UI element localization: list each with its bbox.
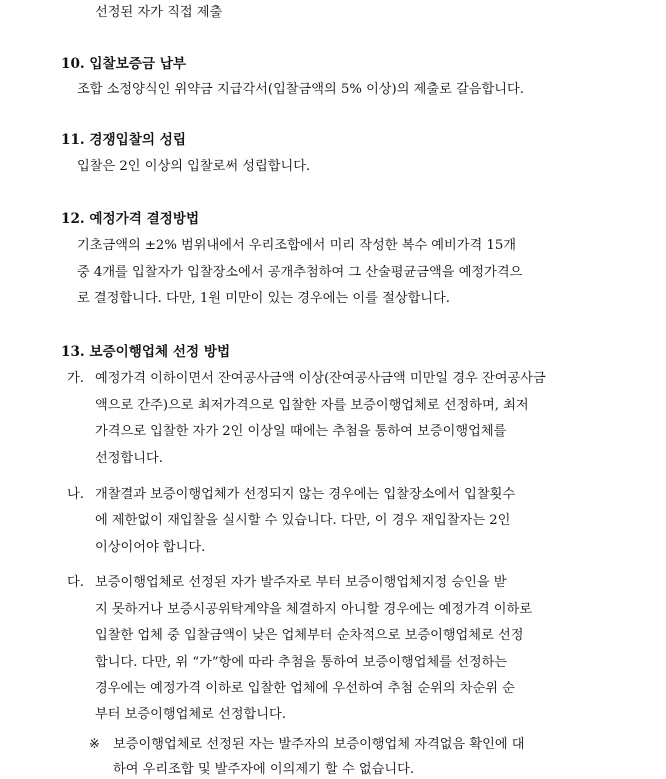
item-ga-line-2: 액으로 간주)으로 최저가격으로 입찰한 자를 보증이행업체로 선정하며, 최저: [95, 398, 529, 413]
item-ga-line-4: 선정합니다.: [95, 451, 163, 466]
item-na-line-3: 이상이어야 합니다.: [95, 540, 206, 555]
section-11-text: 입찰은 2인 이상의 입찰로써 성립합니다.: [77, 159, 311, 174]
item-ga-marker: 가.: [67, 371, 84, 386]
item-na-line-1: 개찰결과 보증이행업체가 선정되지 않는 경우에는 입찰장소에서 입찰횟수: [95, 487, 516, 502]
section-10-heading: 10. 입찰보증금 납부: [61, 56, 187, 72]
note-marker: ※: [89, 737, 101, 752]
item-na-line-2: 에 제한없이 재입찰을 실시할 수 있습니다. 다만, 이 경우 재입찰자는 2인: [95, 513, 511, 528]
item-da-line-6: 부터 보증이행업체로 선정합니다.: [95, 707, 286, 722]
continuation-line: 선정된 자가 직접 제출: [95, 5, 223, 20]
section-12-text-line-2: 중 4개를 입찰자가 입찰장소에서 공개추첨하여 그 산술평균금액을 예정가격으: [77, 265, 523, 280]
item-da-line-4: 합니다. 다만, 위 “가”항에 따라 추첨을 통하여 보증이행업체를 선정하는: [95, 655, 508, 670]
item-ga-line-1: 예정가격 이하이면서 잔여공사금액 이상(잔여공사금액 미만일 경우 잔여공사금: [95, 371, 546, 386]
section-12-heading: 12. 예정가격 결정방법: [61, 211, 200, 227]
section-11-heading: 11. 경쟁입찰의 성립: [61, 132, 187, 148]
section-12-text-line-1: 기초금액의 ±2% 범위내에서 우리조합에서 미리 작성한 복수 예비가격 15개: [77, 238, 516, 253]
item-da-marker: 다.: [67, 575, 84, 590]
note-line-1: 보증이행업체로 선정된 자는 발주자의 보증이행업체 자격없음 확인에 대: [113, 737, 525, 752]
item-da-line-3: 입찰한 업체 중 입찰금액이 낮은 업체부터 순차적으로 보증이행업체로 선정: [95, 628, 524, 643]
item-ga-line-3: 가격으로 입찰한 자가 2인 이상일 때에는 추첨을 통하여 보증이행업체를: [95, 424, 507, 439]
item-na-marker: 나.: [67, 487, 84, 502]
section-10-text: 조합 소정양식인 위약금 지급각서(입찰금액의 5% 이상)의 제출로 갈음합니다.: [77, 82, 524, 97]
section-12-text-line-3: 로 결정합니다. 다만, 1원 미만이 있는 경우에는 이를 절상합니다.: [77, 291, 450, 306]
item-da-line-5: 경우에는 예정가격 이하로 입찰한 업체에 우선하여 추첨 순위의 차순위 순: [95, 681, 515, 696]
item-da-line-1: 보증이행업체로 선정된 자가 발주자로 부터 보증이행업체지정 승인을 받: [95, 575, 507, 590]
item-da-line-2: 지 못하거나 보증시공위탁계약을 체결하지 아니할 경우에는 예정가격 이하로: [95, 602, 532, 617]
note-line-2: 하여 우리조합 및 발주자에 이의제기 할 수 없습니다.: [113, 762, 415, 777]
section-13-heading: 13. 보증이행업체 선정 방법: [61, 344, 231, 360]
